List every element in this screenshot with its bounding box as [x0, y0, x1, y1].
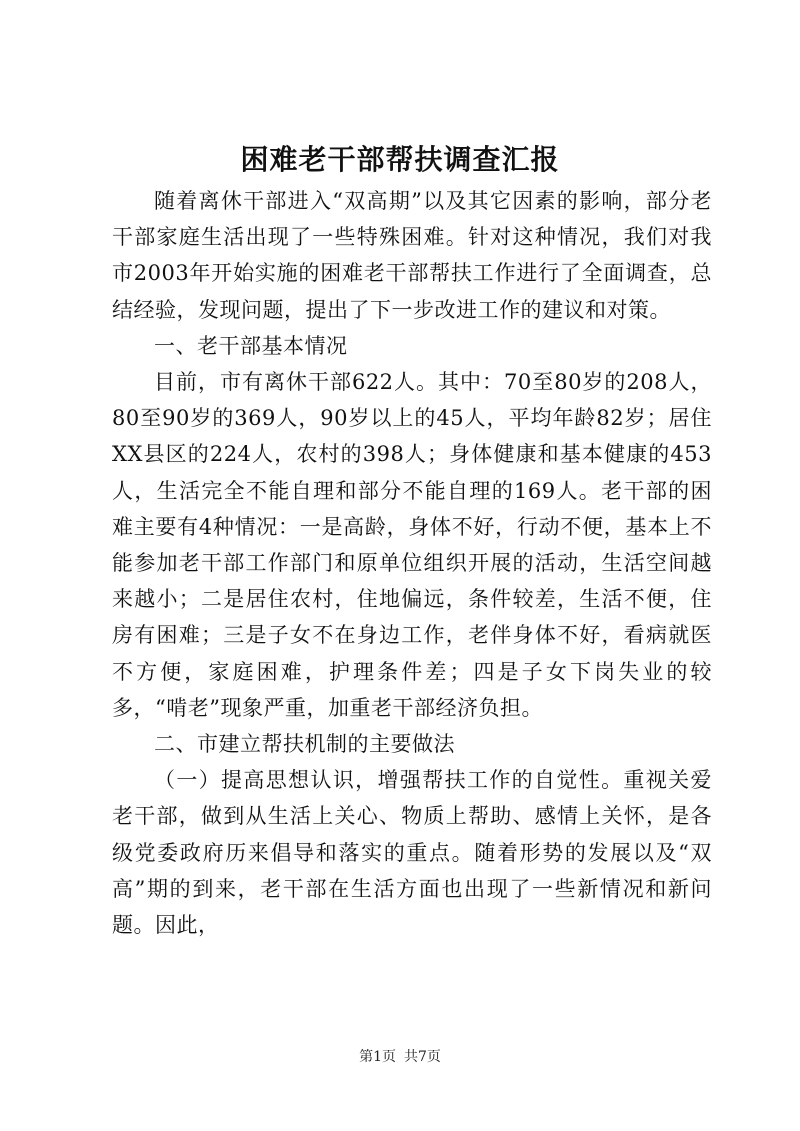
section-heading-basic-situation: 一、老干部基本情况 — [154, 333, 348, 358]
page-footer — [0, 1047, 800, 1067]
intro-paragraph: 随着离休干部进入“双高期”以及其它因素的影响，部分老干部家庭生活出现了一些特殊困难。针对这种情况，我们对我市2003年开始实施的困难老干部帮扶工作进行了全面调查，总结经验，发现问题，提出了下一步改进工作的建议和对策。 — [112, 189, 712, 322]
document-title: 困难老干部帮扶调查汇报 — [240, 143, 560, 176]
page-total: 共7页 — [404, 1049, 441, 1065]
practice-one-paragraph: （一）提高思想认识，增强帮扶工作的自觉性。重视关爱老干部，做到从生活上关心、物质上帮助、感情上关怀，是各级党委政府历来倡导和落实的重点。随着形势的发展以及“双高”期的到来，老干部在生活方面也出现了一些新情况和新问题。因此， — [112, 768, 712, 938]
basic-situation-paragraph: 目前，市有离休干部622人。其中：70至80岁的208人，80至90岁的369人，90岁以上的45人，平均年龄82岁；居住XX县区的224人，农村的398人；身体健康和基本健康的453人，生活完全不能自理和部分不能自理的169人。老干部的困难主要有4种情况：一是高龄，身体不好，行动不便，基本上不能参加老干部工作部门和原单位组织开展的活动，生活空间越来越小；二是居住农村，住地偏远，条件较差，生活不便，住房有困难；三是子女不在身边工作，老伴身体不好，看病就医不方便，家庭困难，护理条件差；四是子女下岗失业的较多，“啃老”现象严重，加重老干部经济负担。 — [112, 370, 712, 720]
document-body — [112, 183, 712, 943]
section-heading-main-practices: 二、市建立帮扶机制的主要做法 — [154, 732, 455, 757]
page-number: 第1页 — [359, 1049, 396, 1065]
